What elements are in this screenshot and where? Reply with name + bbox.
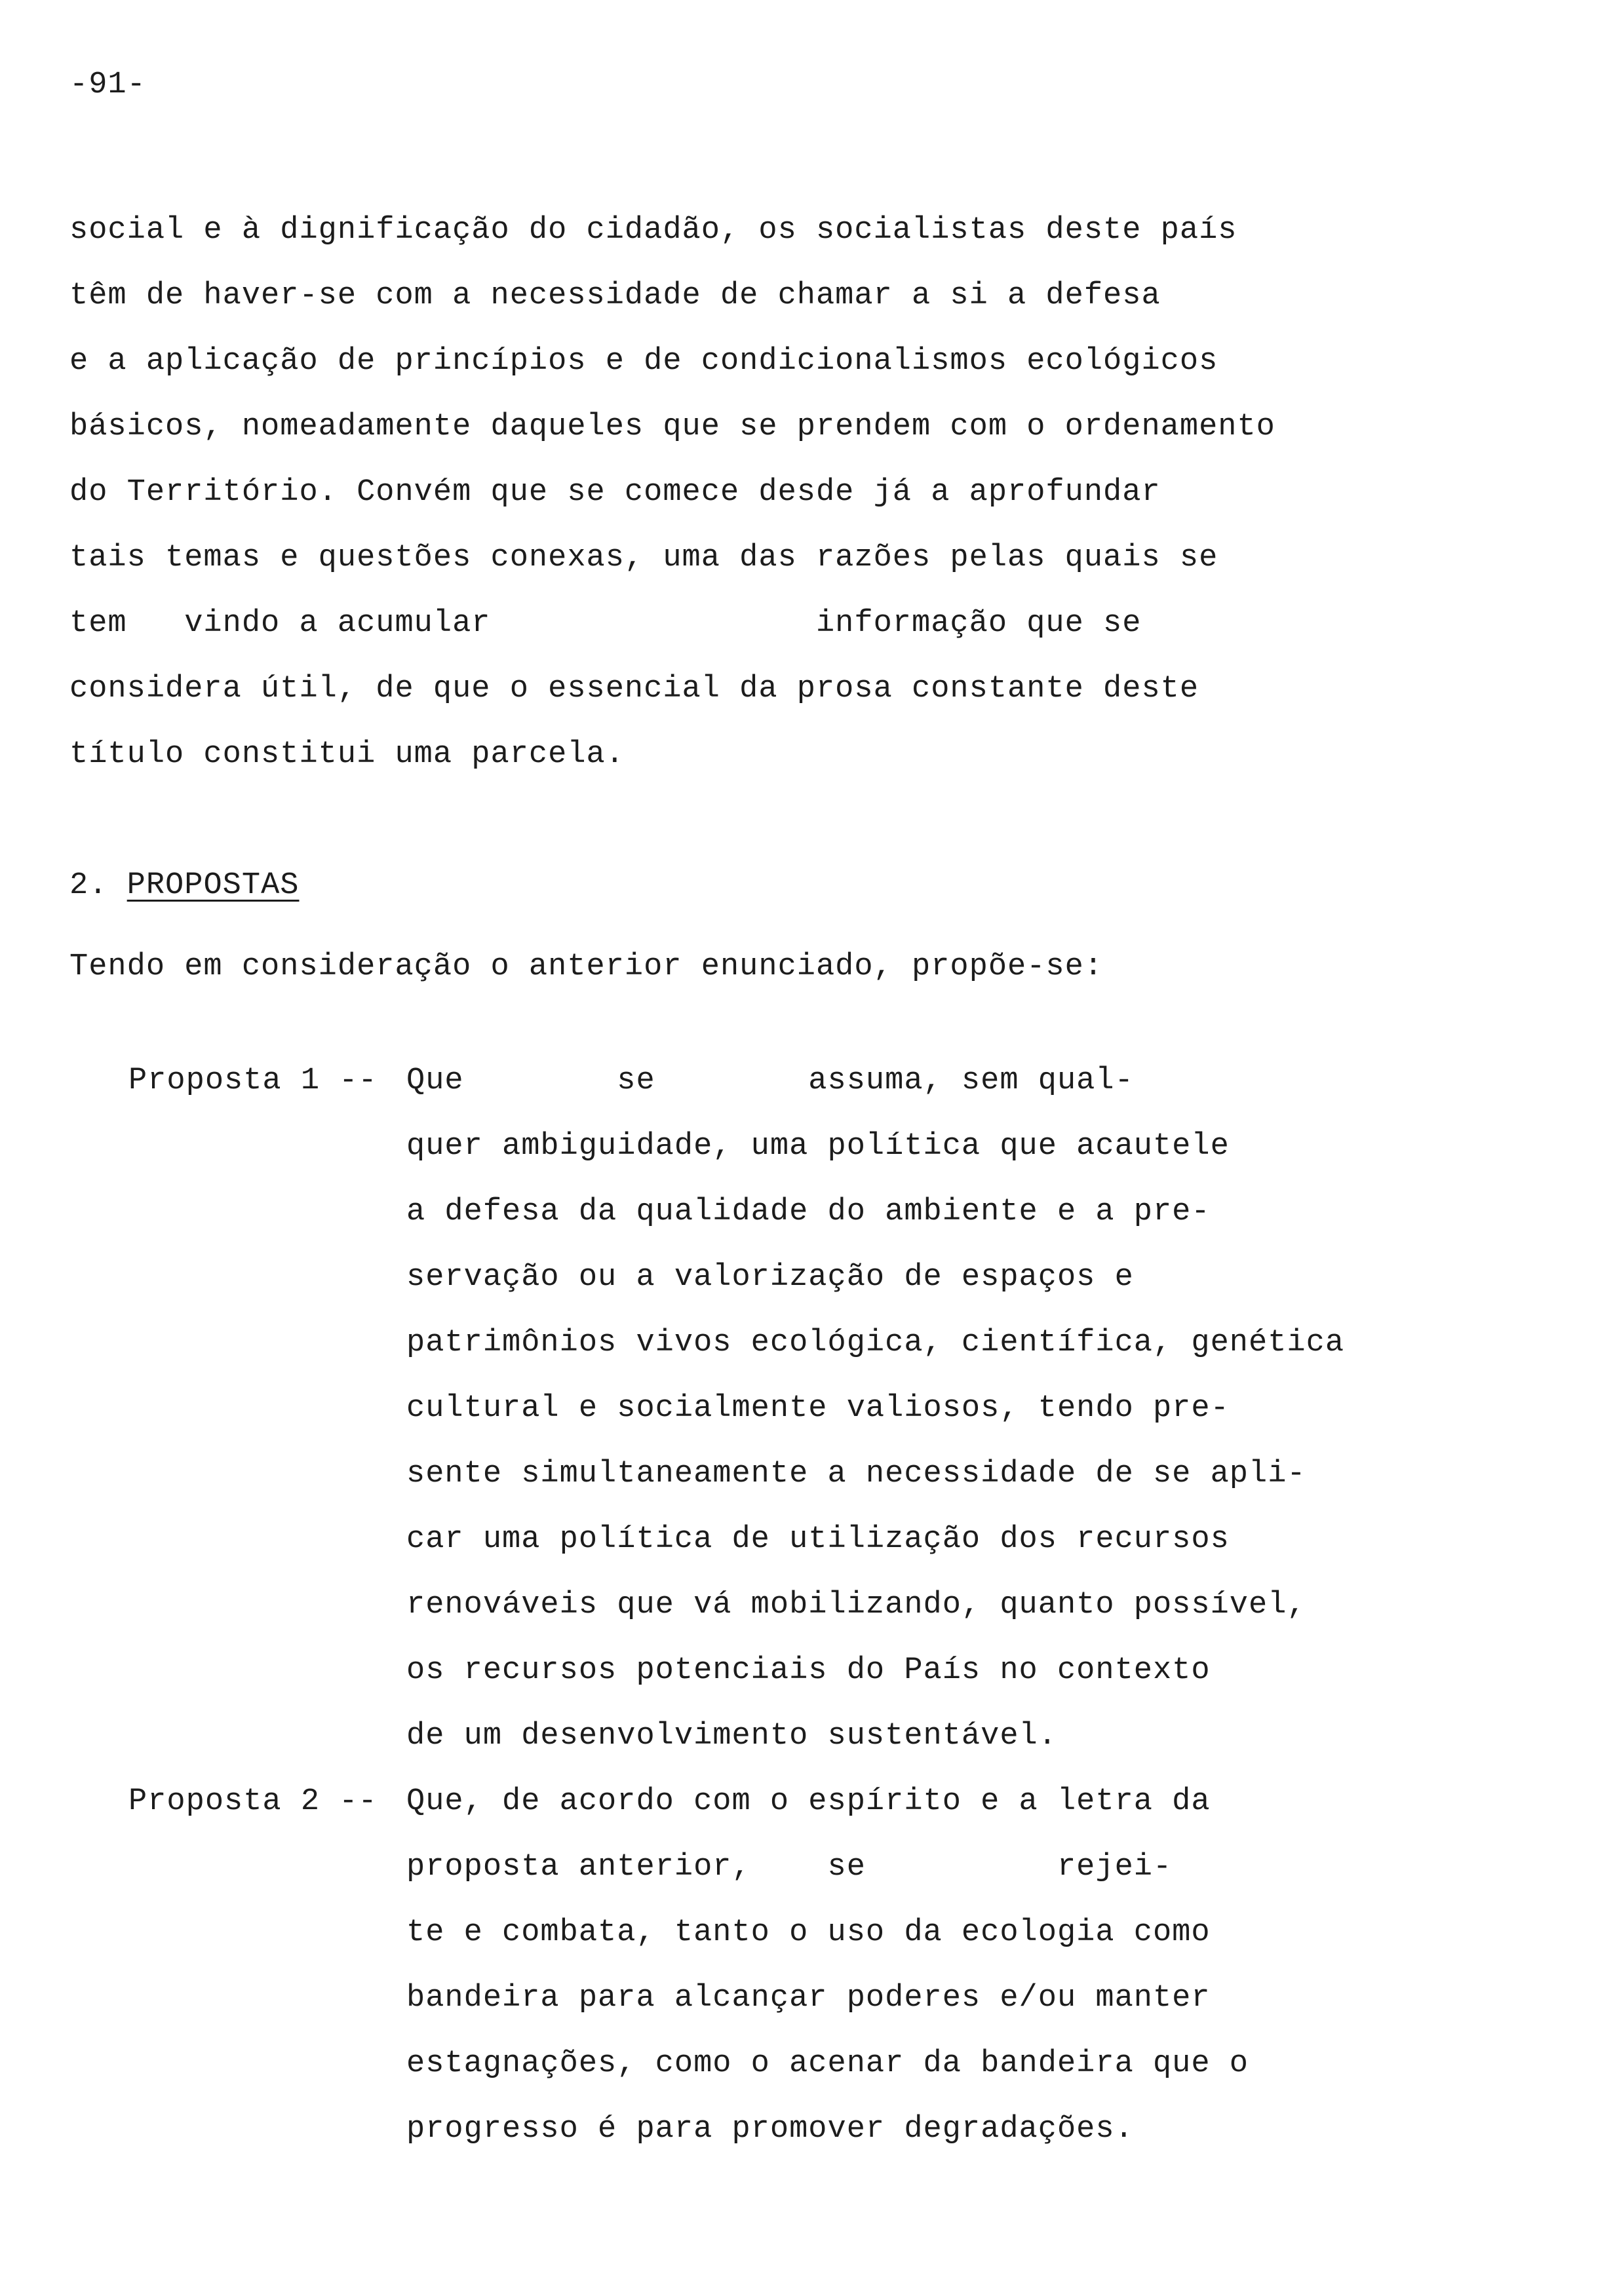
proposal-line: cultural e socialmente valiosos, tendo pre- xyxy=(406,1391,1230,1426)
proposal-line: proposta anterior, se rejei- xyxy=(406,1850,1173,1885)
proposal-line: sente simultaneamente a necessidade de se apli- xyxy=(406,1457,1306,1491)
proposal-line: estagnações, como o acenar da bandeira que o xyxy=(406,2046,1249,2081)
section-number: 2. xyxy=(69,868,108,903)
proposal-line: renováveis que vá mobilizando, quanto possível, xyxy=(406,1588,1306,1622)
proposal-line: servação ou a valorização de espaços e xyxy=(406,1260,1134,1295)
intro-line: Tendo em consideração o anterior enunciado, propõe-se: xyxy=(69,949,1104,984)
paragraph xyxy=(69,211,1446,801)
paragraph-line: e a aplicação de princípios e de condicionalismos ecológicos xyxy=(69,344,1218,379)
proposal-body xyxy=(406,1782,1455,2175)
paragraph-line: social e à dignificação do cidadão, os socialistas deste país xyxy=(69,213,1237,248)
proposal-line: te e combata, tanto o uso da ecologia como xyxy=(406,1915,1211,1950)
proposal-line: bandeira para alcançar poderes e/ou manter xyxy=(406,1981,1211,2016)
proposal-line: patrimônios vivos ecológica, científica, genética xyxy=(406,1326,1345,1360)
proposal-label: Proposta 1 -- xyxy=(128,1063,378,1098)
section-heading xyxy=(69,866,299,906)
proposal-line: progresso é para promover degradações. xyxy=(406,2112,1134,2147)
paragraph-line: título constitui uma parcela. xyxy=(69,737,625,772)
paragraph-line: considera útil, de que o essencial da prosa constante deste xyxy=(69,672,1199,706)
proposal-body xyxy=(406,1062,1455,1782)
page-number: -91- xyxy=(69,67,146,102)
proposal-line: a defesa da qualidade do ambiente e a pre- xyxy=(406,1195,1211,1229)
proposal-line: quer ambiguidade, uma política que acautele xyxy=(406,1129,1230,1164)
proposal-line: os recursos potenciais do País no contexto xyxy=(406,1653,1211,1688)
paragraph-line: do Território. Convém que se comece desde já a aprofundar xyxy=(69,475,1161,510)
proposal-line: Que se assuma, sem qual- xyxy=(406,1063,1134,1098)
proposal-line: Que, de acordo com o espírito e a letra da xyxy=(406,1784,1211,1819)
paragraph-line: tais temas e questões conexas, uma das razões pelas quais se xyxy=(69,541,1218,575)
paragraph-line: básicos, nomeadamente daqueles que se prendem com o ordenamento xyxy=(69,410,1275,444)
proposal-label: Proposta 2 -- xyxy=(128,1784,378,1819)
paragraph-line: tem vindo a acumular informação que se xyxy=(69,606,1142,641)
proposal-line: car uma política de utilização dos recursos xyxy=(406,1522,1230,1557)
paragraph-line: têm de haver-se com a necessidade de chamar a si a defesa xyxy=(69,278,1161,313)
section-title: PROPOSTAS xyxy=(126,868,300,903)
proposal-line: de um desenvolvimento sustentável. xyxy=(406,1719,1057,1753)
